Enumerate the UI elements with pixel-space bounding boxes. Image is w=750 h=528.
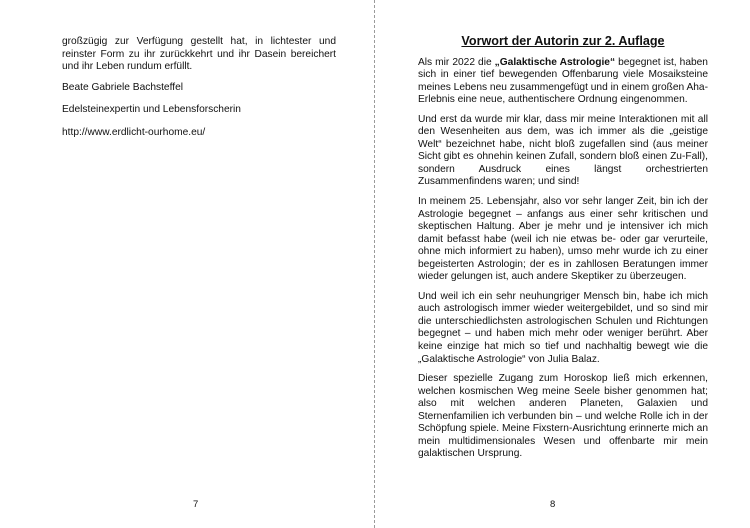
right-page: [376, 0, 750, 528]
preface-paragraph-2: Und erst da wurde mir klar, dass mir meine Interaktionen mit all den Wesenheiten aus dem, was ich immer als die „geistige Welt“ bezeichnet habe, nicht bloß zugefallen sind (aus meiner Sicht gibt es ohnehin keinen Zufall, sondern bloß einen Zu-Fall), sondern Ausdruck eines längst orchestrierten Zusammenfindens waren; und sind!: [418, 113, 708, 188]
author-name: Beate Gabriele Bachsteffel: [62, 81, 184, 93]
left-page: [0, 0, 374, 528]
preface-paragraph-5: Dieser spezielle Zugang zum Horoskop ließ mich erkennen, welchen kosmischen Weg meine Seele bisher genommen hat; also mit welchen anderen Planeten, Galaxien und Sternenfamilien ich verbunden bin – und welche Rolle ich in der Schöpfung spiele. Meine Fixstern-Ausrichtung erinnerte mich an mein multidimensionales Wesen und offenbarte mir mein galaktischen Ursprung.: [418, 373, 708, 460]
page-number-right: 8: [550, 499, 556, 510]
right-page-content: [418, 35, 708, 468]
p1-before: Als mir 2022 die: [418, 56, 495, 68]
preface-heading: Vorwort der Autorin zur 2. Auflage: [461, 34, 665, 48]
preface-paragraph-3: In meinem 25. Lebensjahr, also vor sehr langer Zeit, bin ich der Astrologie begegnet – anfangs aus einer sehr kritischen und skeptischen Haltung. Aber je mehr und je intensiver ich mich damit befasst habe (weil ich nie etwas be- oder gar verurteile, ohne mich informiert zu haben), umso mehr wurde ich zu einer begeisterten Astrologin; der es in zahllosen Beratungen immer wieder gelungen ist, auch andere Skeptiker zu überzeugen.: [418, 196, 708, 283]
left-page-content: [62, 36, 336, 150]
website-link[interactable]: http://www.erdlicht-ourhome.eu/: [62, 126, 206, 138]
p1-after: begegnet ist, haben sich in einer tief bewegenden Offenbarung viele Mosaiksteine meines Lebens neu zusammengefügt und in einem großen Aha-Erlebnis eine neue, authentischere Ordnung eingenommen.: [418, 56, 708, 106]
p1-bold-title: „Galaktische Astrologie“: [494, 56, 616, 68]
author-role: Edelsteinexpertin und Lebensforscherin: [62, 104, 241, 116]
left-paragraph: großzügig zur Verfügung gestellt hat, in lichtester und reinster Form zu ihr zurückkehrt und ihr Dasein bereichert und ihr Leben rundum erfüllt.: [62, 36, 336, 73]
preface-paragraph-1: [418, 57, 708, 107]
preface-paragraph-4: Und weil ich ein sehr neuhungriger Mensch bin, habe ich mich auch astrologisch immer wieder weitergebildet, und so sind mir die unterschiedlichsten astrologischen Schulen und Richtungen begegnet – und haben mich mehr oder weniger berührt. Aber keine einzige hat mich so tief und nachhaltig bewegt wie die „Galaktische Astrologie“ von Julia Balaz.: [418, 290, 708, 365]
page-number-left: 7: [193, 499, 199, 510]
page-divider: [374, 0, 375, 528]
